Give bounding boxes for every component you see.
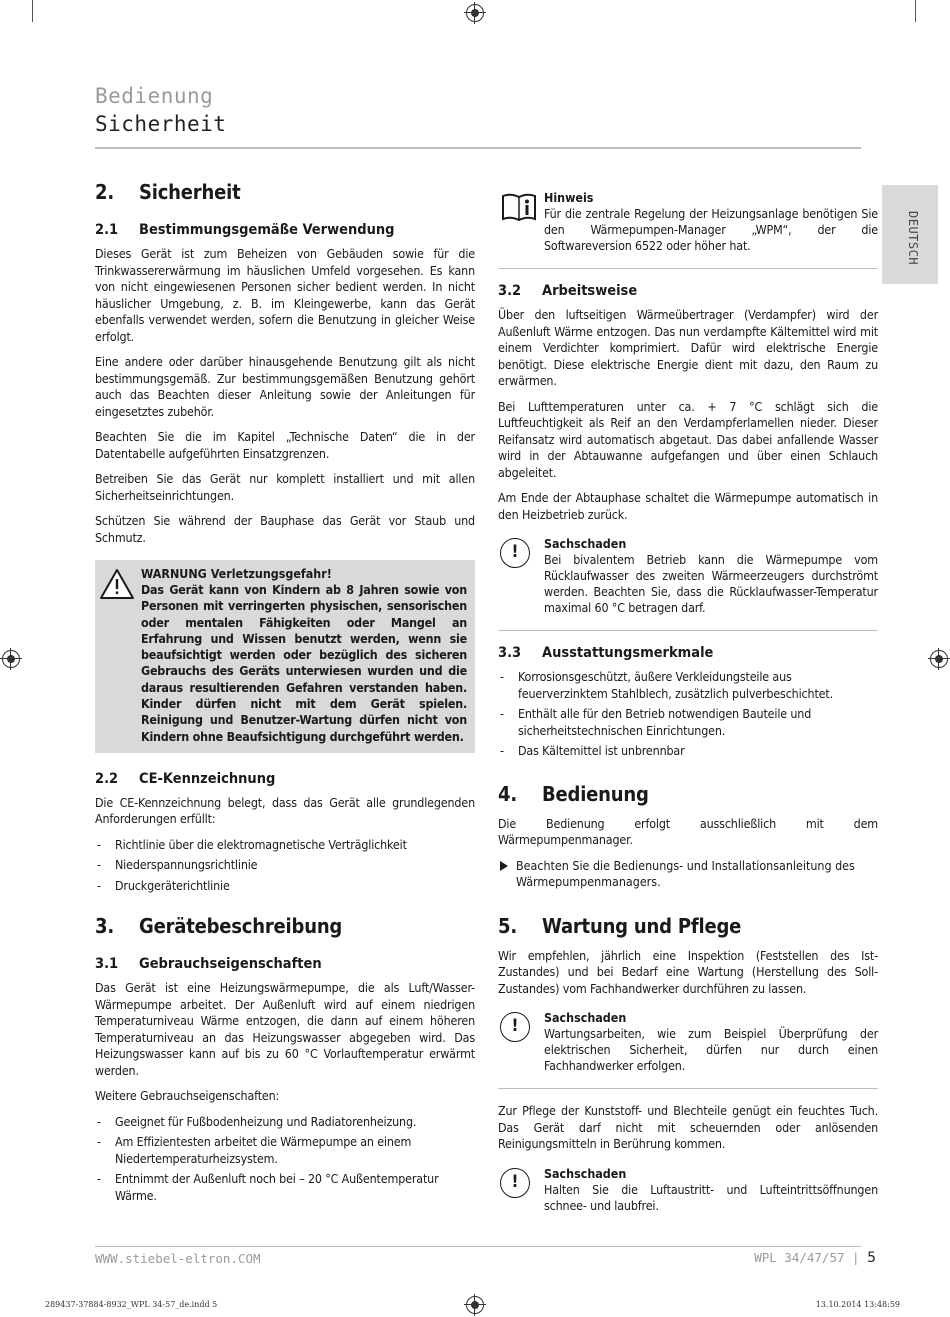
trim-mark xyxy=(32,0,33,22)
trim-mark xyxy=(915,0,916,22)
print-file-info: 289437-37884-8932_WPL 34-57_de.indd 5 xyxy=(45,1300,218,1309)
paragraph: Die Bedienung erfolgt ausschließlich mit dem Wärmepumpenmanager. xyxy=(498,815,878,847)
paragraph: Am Ende der Abtauphase schaltet die Wärmepumpe automatisch in den Heizbetrieb zurück. xyxy=(498,490,878,522)
damage-note xyxy=(498,1166,878,1214)
footer-website: WWW.stiebel-eltron.COM xyxy=(95,1251,261,1266)
paragraph: Zur Pflege der Kunststoff- und Blechteile genügt ein feuchtes Tuch. Das Gerät darf nicht mit scheuernden oder anlösenden Reinigungsmitteln in Berührung kommen. xyxy=(498,1103,878,1151)
list-item: - Korrosionsgeschützt, äußere Verkleidungsteile aus feuerverzinktem Stahlblech, zusätzlich pulverbeschichtet. xyxy=(498,669,878,702)
damage-text: Halten Sie die Luftaustritt- und Lufteintrittsöffnungen schnee- und laubfrei. xyxy=(544,1181,878,1213)
right-column xyxy=(498,190,878,1228)
paragraph: Betreiben Sie das Gerät nur komplett installiert und mit allen Sicherheitseinrichtungen. xyxy=(95,471,475,503)
divider xyxy=(498,630,878,631)
list-item: - Niederspannungsrichtlinie xyxy=(95,857,475,874)
registration-mark-bottom xyxy=(466,1296,484,1314)
hint-title: Hinweis xyxy=(544,190,594,205)
heading-2: 2. Sicherheit xyxy=(95,180,241,204)
hint-text: Für die zentrale Regelung der Heizungsanlage benötigen Sie den Wärmepumpen-Manager „WPM“, der die Softwareversion 6522 oder höher hat. xyxy=(544,206,878,253)
header-chapter: Bedienung xyxy=(95,84,214,108)
hint-note xyxy=(498,190,878,254)
heading-3: 3. Gerätebeschreibung xyxy=(95,914,343,939)
paragraph: Das Gerät ist eine Heizungswärmepumpe, die als Luft/Wasser-Wärmepumpe arbeitet. Der Außenluft wird auf einem niedrigen Temperaturniveau Wärme entzogen, die dann auf einem höheren Temperaturniveau an das Heizungswasser abgegeben wird. Das Heizungswasser kann auf bis zu 60 °C Vorlauftemperatur erwärmt werden. xyxy=(95,980,475,1078)
list-item: - Das Kältemittel ist unbrennbar xyxy=(498,743,878,760)
features-list xyxy=(498,669,878,760)
divider xyxy=(498,268,878,269)
exclamation-icon: ! xyxy=(500,1012,530,1042)
properties-list xyxy=(95,1114,475,1205)
heading-3-1: 3.1 Gebrauchseigenschaften xyxy=(95,956,322,973)
heading-2-1: 2.1 Bestimmungsgemäße Verwendung xyxy=(95,222,395,238)
exclamation-icon: ! xyxy=(500,1168,530,1198)
footer-model: WPL 34/47/57 | 5 xyxy=(754,1250,876,1266)
heading-4: 4. Bedienung xyxy=(498,781,649,806)
heading-2-2: 2.2 CE-Kennzeichnung xyxy=(95,770,276,787)
left-column xyxy=(95,180,475,1212)
arrow-right-icon xyxy=(500,861,508,871)
list-item: - Enthält alle für den Betrieb notwendigen Bauteile und sicherheitstechnischen Einrichtungen. xyxy=(498,706,878,739)
damage-text: Bei bivalentem Betrieb kann die Wärmepumpe vom Rücklaufwasser des zweiten Wärmeerzeugers durchströmt werden. Beachten Sie, dass die Rücklaufwasser-Temperatur maximal 60 °C betragen darf. xyxy=(544,552,878,615)
footer-divider xyxy=(95,1246,861,1247)
header-divider xyxy=(95,147,861,149)
paragraph: Die CE-Kennzeichnung belegt, dass das Gerät alle grundlegenden Anforderungen erfüllt: xyxy=(95,794,475,827)
paragraph: Wir empfehlen, jährlich eine Inspektion (Feststellen des Ist-Zustandes) und bei Bedarf eine Wartung (Herstellung des Soll-Zustandes) vom Fachhandwerker durchführen zu lassen. xyxy=(498,947,878,996)
list-item: - Am Effizientesten arbeitet die Wärmepumpe an einem Niedertemperaturheizsystem. xyxy=(95,1134,475,1167)
paragraph: Über den luftseitigen Wärmeübertrager (Verdampfer) wird der Außenluft Wärme entzogen. Das nun verdampfte Kältemittel wird mit einem Verdichter komprimiert. Dafür wird elektrische Energie benötigt. Diese elektrische Energie dient mit dazu, den Raum zu erwärmen. xyxy=(498,307,878,388)
list-item: - Entnimmt der Außenluft noch bei – 20 °C Außentemperatur Wärme. xyxy=(95,1171,475,1204)
paragraph: Bei Lufttemperaturen unter ca. + 7 °C schlägt sich die Luftfeuchtigkeit als Reif an den Verdampferlamellen nieder. Dieser Reifansatz wird automatisch abgetaut. Das dabei anfallende Wasser wird in der Abtauwanne aufgefangen und über einen Schlauch abgeleitet. xyxy=(498,398,878,480)
action-step: Beachten Sie die Bedienungs- und Installationsanleitung des Wärmepumpenmanagers. xyxy=(498,858,878,891)
list-item: - Geeignet für Fußbodenheizung und Radiatorenheizung. xyxy=(95,1114,475,1131)
divider xyxy=(498,1088,878,1089)
info-book-icon xyxy=(500,192,538,222)
paragraph: Schützen Sie während der Bauphase das Gerät vor Staub und Schmutz. xyxy=(95,513,475,545)
header-section: Sicherheit xyxy=(95,112,227,136)
warning-triangle-icon xyxy=(99,568,135,600)
damage-text: Wartungsarbeiten, wie zum Beispiel Überprüfung der elektrischen Sicherheit, dürfen nur durch einen Fachhandwerker erfolgen. xyxy=(544,1026,878,1073)
paragraph: Eine andere oder darüber hinausgehende Benutzung gilt als nicht bestimmungsgemäß. Zur bestimmungsgemäßen Benutzung gehört auch das Beachten dieser Anleitung sowie der Anleitungen für eingesetztes zubehör. xyxy=(95,354,475,419)
damage-title: Sachschaden xyxy=(544,1010,627,1025)
page-number: 5 xyxy=(867,1250,876,1266)
ce-list xyxy=(95,837,475,895)
warning-box xyxy=(95,560,475,753)
damage-note xyxy=(498,1010,878,1074)
paragraph: Beachten Sie die im Kapitel „Technische Daten“ die in der Datentabelle aufgeführten Einsatzgrenzen. xyxy=(95,429,475,461)
exclamation-icon: ! xyxy=(500,538,530,568)
damage-title: Sachschaden xyxy=(544,536,627,551)
paragraph: Dieses Gerät ist zum Beheizen von Gebäuden sowie für die Trinkwassererwärmung im häuslichen Umfeld vorgesehen. Es kann von nicht eingewiesenen Personen sicher bedient werden. In nicht häuslicher Umgebung, z. B. im Kleingewerbe, kann das Gerät ebenfalls verwendet werden, sofern die Benutzung in gleicher Weise erfolgt. xyxy=(95,246,475,344)
heading-3-2: 3.2 Arbeitsweise xyxy=(498,283,638,299)
language-tab xyxy=(882,185,938,284)
damage-title: Sachschaden xyxy=(544,1165,627,1181)
list-item: - Richtlinie über die elektromagnetische Verträglichkeit xyxy=(95,837,475,854)
registration-mark-top xyxy=(466,4,484,22)
warning-title: WARNUNG Verletzungsgefahr! xyxy=(141,566,332,581)
damage-note xyxy=(498,536,878,616)
paragraph: Weitere Gebrauchseigenschaften: xyxy=(95,1088,280,1104)
registration-mark-right xyxy=(930,650,948,668)
registration-mark-left xyxy=(2,650,20,668)
heading-5: 5. Wartung und Pflege xyxy=(498,913,742,938)
language-tab-label: DEUTSCH xyxy=(906,211,920,266)
list-item: - Druckgeräterichtlinie xyxy=(95,878,475,895)
heading-3-3: 3.3 Ausstattungsmerkmale xyxy=(498,645,714,661)
warning-text: Das Gerät kann von Kindern ab 8 Jahren sowie von Personen mit verringerten physischen, sensorischen oder mentalen Fähigkeiten oder Mangel an Erfahrung und Wissen benutzt werden, wenn sie beaufsichtigt werden oder bezüglich des sicheren Gebrauchs des Geräts unterwiesen wurden und die daraus resultierenden Gefahren verstanden haben. Kinder dürfen nicht mit dem Gerät spielen. Reinigung und Benutzer-Wartung dürfen nicht von Kindern ohne Beaufsichtigung durchgeführt werden. xyxy=(141,582,467,744)
print-datetime: 13.10.2014 13:48:59 xyxy=(815,1300,900,1309)
